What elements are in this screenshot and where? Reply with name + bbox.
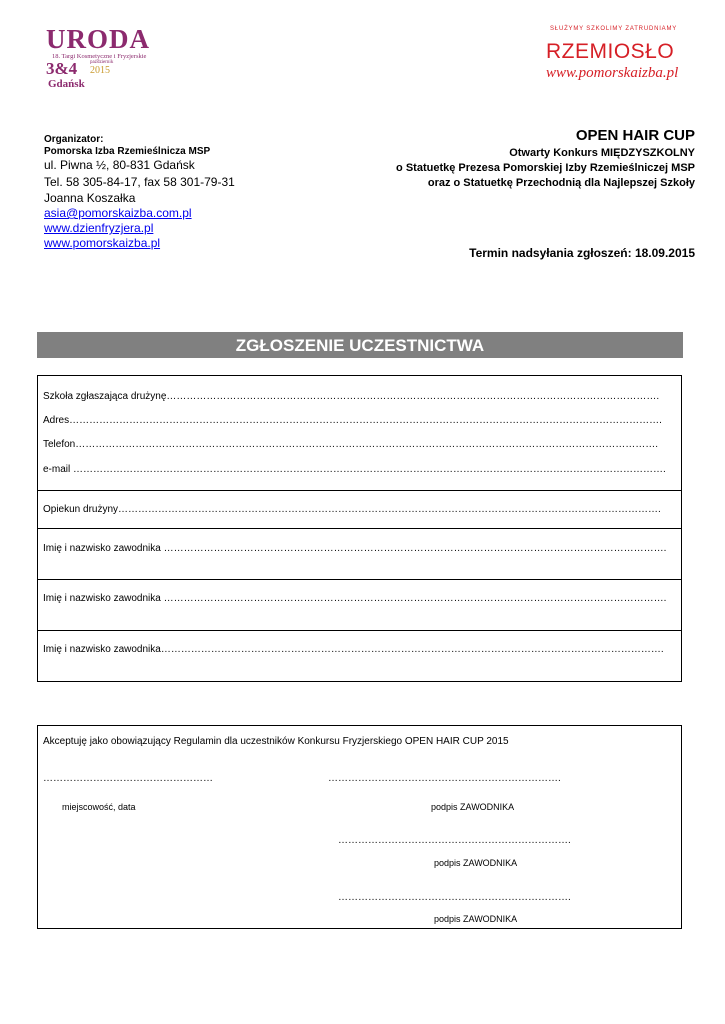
dzienfryzjera-link[interactable]: www.dzienfryzjera.pl xyxy=(44,221,154,235)
email-label: e-mail xyxy=(43,464,74,475)
organizer-label: Organizator: xyxy=(44,134,104,145)
signature1-line[interactable]: ……………………………………………………………. xyxy=(328,773,561,784)
place-date-line[interactable]: …………………………………………… xyxy=(43,773,213,784)
uroda-logo-year: 2015 xyxy=(90,65,110,76)
organizer-contact: Joanna Koszałka xyxy=(44,191,136,205)
address-dots: ……………………………………………………………………………………………………………………………………………………………. xyxy=(69,415,662,426)
signature2-label: podpis ZAWODNIKA xyxy=(434,858,518,868)
organizer-phone: Tel. 58 305-84-17, fax 58 301-79-31 xyxy=(44,175,235,189)
registration-form xyxy=(37,375,682,682)
organizer-address: ul. Piwna ½, 80-831 Gdańsk xyxy=(44,158,195,172)
competitor1-dots: ……………………………………………………………………………………………………………………………………. xyxy=(163,543,667,554)
divider xyxy=(38,490,681,491)
divider xyxy=(38,630,681,631)
event-line3: oraz o Statuetkę Przechodnią dla Najlepszej Szkoły xyxy=(427,177,695,189)
uroda-logo xyxy=(42,24,172,90)
rzemioslo-url: www.pomorskaizba.pl xyxy=(546,65,679,81)
signature1-label: podpis ZAWODNIKA xyxy=(431,802,515,812)
form-title: ZGŁOSZENIE UCZESTNICTWA xyxy=(37,332,683,358)
acceptance-box xyxy=(37,725,682,929)
competitor3-label: Imię i nazwisko zawodnika xyxy=(43,644,161,655)
address-label: Adres xyxy=(43,415,70,426)
rzemioslo-logo xyxy=(540,24,690,84)
competitor1-field[interactable] xyxy=(43,543,666,554)
signature2-line[interactable]: ……………………………………………………………. xyxy=(338,835,571,846)
competitor2-field[interactable] xyxy=(43,593,666,604)
competitor3-dots: ……………………………………………………………………………………………………………………………………. xyxy=(160,644,664,655)
competitor2-label: Imię i nazwisko zawodnika xyxy=(43,593,164,604)
rzemioslo-name: RZEMIOSŁO xyxy=(546,40,675,63)
guardian-dots: ………………………………………………………………………………………………………………………………………………. xyxy=(118,504,661,515)
school-field[interactable] xyxy=(43,391,659,402)
event-line1: Otwarty Konkurs MIĘDZYSZKOLNY xyxy=(509,147,695,159)
deadline: Termin nadsyłania zgłoszeń: 18.09.2015 xyxy=(469,246,695,260)
organizer-name: Pomorska Izba Rzemieślnicza MSP xyxy=(44,146,211,157)
email-field[interactable] xyxy=(43,464,666,475)
guardian-field[interactable] xyxy=(43,504,661,515)
uroda-logo-title: URODA xyxy=(46,24,150,54)
school-dots: …………………………………………………………………………………………………………………………………. xyxy=(166,391,660,402)
phone-dots: …………………………………………………………………………………………………………………………………………………………. xyxy=(75,439,659,450)
phone-field[interactable] xyxy=(43,439,658,450)
uroda-logo-subtitle: 18. Targi Kosmetyczne i Fryzjerskie xyxy=(52,53,147,60)
uroda-logo-city: Gdańsk xyxy=(48,78,85,90)
place-date-label: miejscowość, data xyxy=(62,802,136,812)
address-field[interactable] xyxy=(43,415,662,426)
uroda-logo-month: październik xyxy=(90,60,114,65)
competitor3-field[interactable] xyxy=(43,644,664,655)
uroda-logo-dates: 3&4 xyxy=(46,59,78,78)
divider xyxy=(38,579,681,580)
signature3-line[interactable]: ……………………………………………………………. xyxy=(338,892,571,903)
signature3-label: podpis ZAWODNIKA xyxy=(434,914,518,924)
acceptance-text: Akceptuję jako obowiązujący Regulamin dla uczestników Konkursu Fryzjerskiego OPEN HAIR CUP 2015 xyxy=(43,736,509,747)
rzemioslo-tagline: SŁUŻYMY SZKOLIMY ZATRUDNIAMY xyxy=(550,26,678,32)
event-title: OPEN HAIR CUP xyxy=(575,127,695,144)
email-dots: ……………………………………………………………………………………………………………………………………………………………. xyxy=(73,464,666,475)
phone-label: Telefon xyxy=(43,439,76,450)
school-label: Szkoła zgłaszająca drużynę xyxy=(43,391,167,402)
competitor2-dots: ……………………………………………………………………………………………………………………………………. xyxy=(163,593,667,604)
divider xyxy=(38,528,681,529)
event-line2: o Statuetkę Prezesa Pomorskiej Izby Rzemieślniczej MSP xyxy=(396,162,695,174)
guardian-label: Opiekun drużyny xyxy=(43,504,119,515)
pomorskaizba-link[interactable]: www.pomorskaizba.pl xyxy=(44,236,161,250)
competitor1-label: Imię i nazwisko zawodnika xyxy=(43,543,164,554)
organizer-email-link[interactable]: asia@pomorskaizba.com.pl xyxy=(44,206,192,220)
